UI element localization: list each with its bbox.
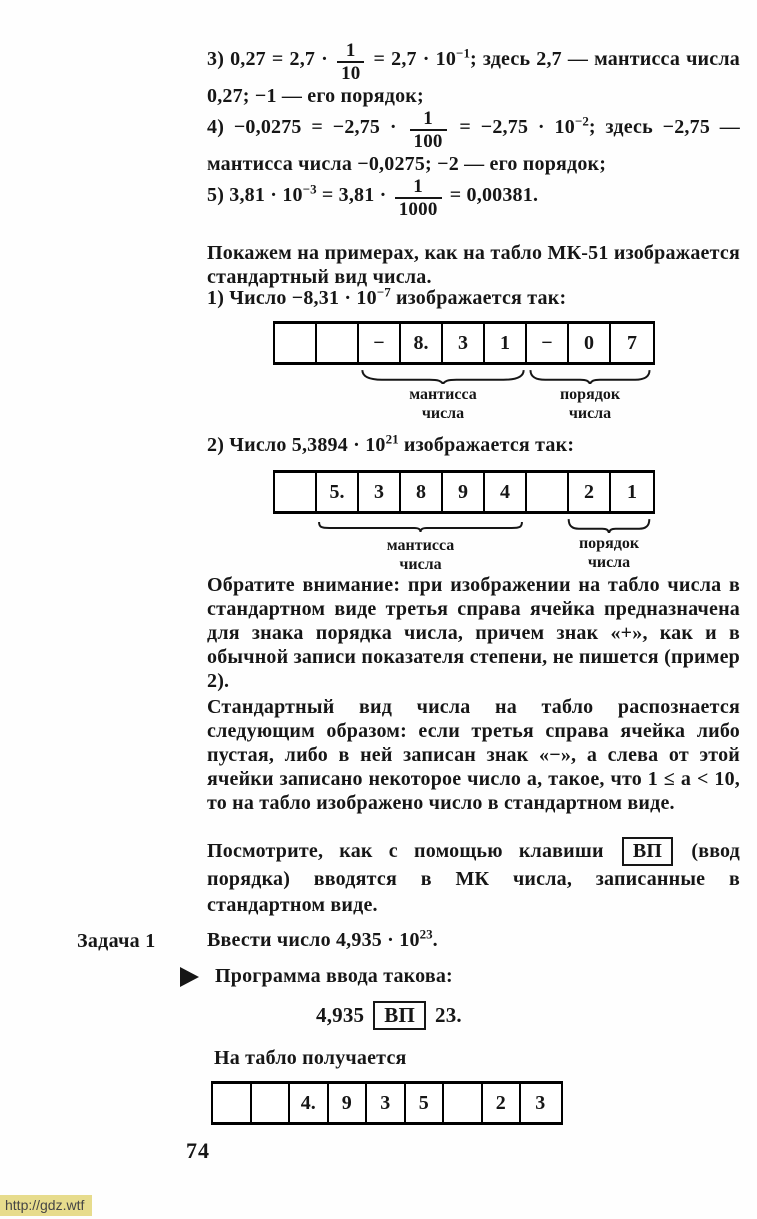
display-cell [213, 1084, 252, 1122]
example-item-4 [207, 108, 740, 176]
display3-cells [211, 1081, 563, 1125]
vp-paragraph-text-2: (ввод порядка) вводятся в МК числа, записанные в стандартном виде. [207, 840, 740, 916]
example1-text-2: изображается так: [390, 287, 567, 309]
item5-text-3: = 0,00381. [449, 184, 539, 206]
vp-key-paragraph [207, 837, 740, 918]
watermark-container [0, 1195, 92, 1216]
display-cell: 8 [401, 473, 443, 511]
page-number: 74 [186, 1138, 210, 1163]
display-cell: 4 [485, 473, 527, 511]
fraction-denominator: 10 [337, 61, 364, 84]
item4-text-3: ; здесь −2,75 — мантисса числа −0,0275; −2 — его порядок; [207, 116, 740, 175]
mantissa-label: мантисса числа [386, 537, 455, 573]
example2-heading [207, 433, 740, 457]
underbrace-poryadok-icon [567, 518, 651, 533]
intro-paragraph: Покажем на примерах, как на табло МК-51 изображается стандартный вид числа. [207, 242, 740, 288]
solution-row [180, 964, 740, 988]
display-cell: 1 [627, 480, 637, 503]
fraction-denominator: 100 [410, 129, 447, 152]
display-cell: 8. [401, 324, 443, 362]
example1-heading [207, 286, 740, 310]
display-cell: 5 [406, 1084, 445, 1122]
display-cell [252, 1084, 291, 1122]
display-cell: 2 [569, 473, 611, 511]
display-cell [317, 324, 359, 362]
item4-exponent: −2 [574, 113, 589, 129]
item5-text-2: = 3,81 · [316, 184, 387, 206]
vp-paragraph-text-1: Посмотрите, как с помощью клавиши [207, 840, 604, 862]
display-cell [527, 473, 569, 511]
example2-text-1: 2) Число 5,3894 · 10 [207, 434, 386, 456]
item3-text-2: = 2,7 · 10 [373, 48, 457, 70]
vp-key-icon: ВП [373, 1001, 426, 1030]
display-cell: 3 [359, 473, 401, 511]
numbered-examples-block [207, 40, 740, 220]
display-cell [444, 1084, 483, 1122]
item4-text-2: = −2,75 · 10 [459, 116, 575, 138]
program-exponent: 23. [435, 1003, 462, 1027]
underbrace-mantissa-icon [359, 369, 527, 384]
poryadok-label: порядок числа [559, 386, 621, 422]
poryadok-label: порядок числа [578, 535, 640, 571]
task-text-2: . [432, 929, 438, 951]
display-cell: 9 [443, 473, 485, 511]
task-label: Задача 1 [77, 930, 156, 952]
fraction-numerator: 1 [413, 176, 423, 197]
item4-text-1: 4) −0,0275 = −2,75 · [207, 116, 397, 138]
display-cell: 2 [483, 1084, 522, 1122]
display-cell: 3 [535, 1091, 546, 1114]
standard-form-paragraph: Стандартный вид числа на табло распознается следующим образом: если третья справа ячейка либо пустая, либо в ней записан знак «−», а слева от этой ячейки записано некоторое число a, такое, что 1 ≤ a < 10, то на табло изображено число в стандартном виде. [207, 696, 740, 814]
example2-text-2: изображается так: [398, 434, 575, 456]
display2-cells [273, 470, 655, 514]
result-intro: На табло получается [214, 1047, 407, 1069]
display-cell: 1 [485, 324, 527, 362]
item3-exponent: −1 [456, 45, 470, 61]
display-cell: 5. [317, 473, 359, 511]
attention-paragraph: Обратите внимание: при изображении на табло числа в стандартном виде третья справа ячейка предназначена для знака порядка числа, причем знак «+», как и в обычной записи показателя степени, не пишется (пример 2). [207, 574, 740, 692]
solution-intro: Программа ввода такова: [215, 965, 453, 987]
display-cell [275, 324, 317, 362]
calculator-display-2 [273, 470, 655, 580]
display-cell: 9 [329, 1084, 368, 1122]
display-cell: 3 [367, 1084, 406, 1122]
task-statement [207, 928, 740, 952]
item5-exponent: −3 [302, 181, 317, 197]
fraction-1-10 [337, 40, 364, 84]
vp-key-icon: ВП [622, 837, 673, 866]
program-mantissa: 4,935 [316, 1003, 365, 1027]
fraction-denominator: 1000 [395, 197, 442, 220]
task-exponent: 23 [419, 926, 433, 942]
calculator-display-1 [273, 321, 655, 429]
fraction-1-100 [410, 108, 447, 152]
display-cell: 4. [290, 1084, 329, 1122]
display-cell [275, 473, 317, 511]
item5-text-1: 5) 3,81 · 10 [207, 184, 303, 206]
example-item-5 [207, 176, 740, 220]
display-cell: − [527, 324, 569, 362]
underbrace-mantissa-icon [317, 520, 524, 532]
fraction-numerator: 1 [423, 108, 433, 129]
example1-exponent: −7 [376, 284, 391, 300]
calculator-display-3 [211, 1081, 563, 1125]
display-cell: 7 [627, 331, 637, 354]
display1-cells [273, 321, 655, 365]
item3-text-3: ; здесь 2,7 — мантисса числа 0,27; −1 — его порядок; [207, 48, 740, 107]
underbrace-poryadok-icon [528, 369, 652, 384]
example2-exponent: 21 [385, 431, 399, 447]
fraction-1-1000 [395, 176, 442, 220]
program-line [316, 1001, 462, 1030]
example-item-3 [207, 40, 740, 108]
display-cell: 3 [443, 324, 485, 362]
item3-text-1: 3) 0,27 = 2,7 · [207, 48, 329, 70]
fraction-numerator: 1 [345, 40, 356, 61]
display-cell: − [359, 324, 401, 362]
example1-text-1: 1) Число −8,31 · 10 [207, 287, 377, 309]
task-text-1: Ввести число 4,935 · 10 [207, 929, 420, 951]
solution-marker-icon [180, 967, 199, 987]
mantissa-label: мантисса числа [409, 386, 477, 422]
display-cell: 0 [569, 324, 611, 362]
watermark-url: http://gdz.wtf [0, 1195, 92, 1216]
